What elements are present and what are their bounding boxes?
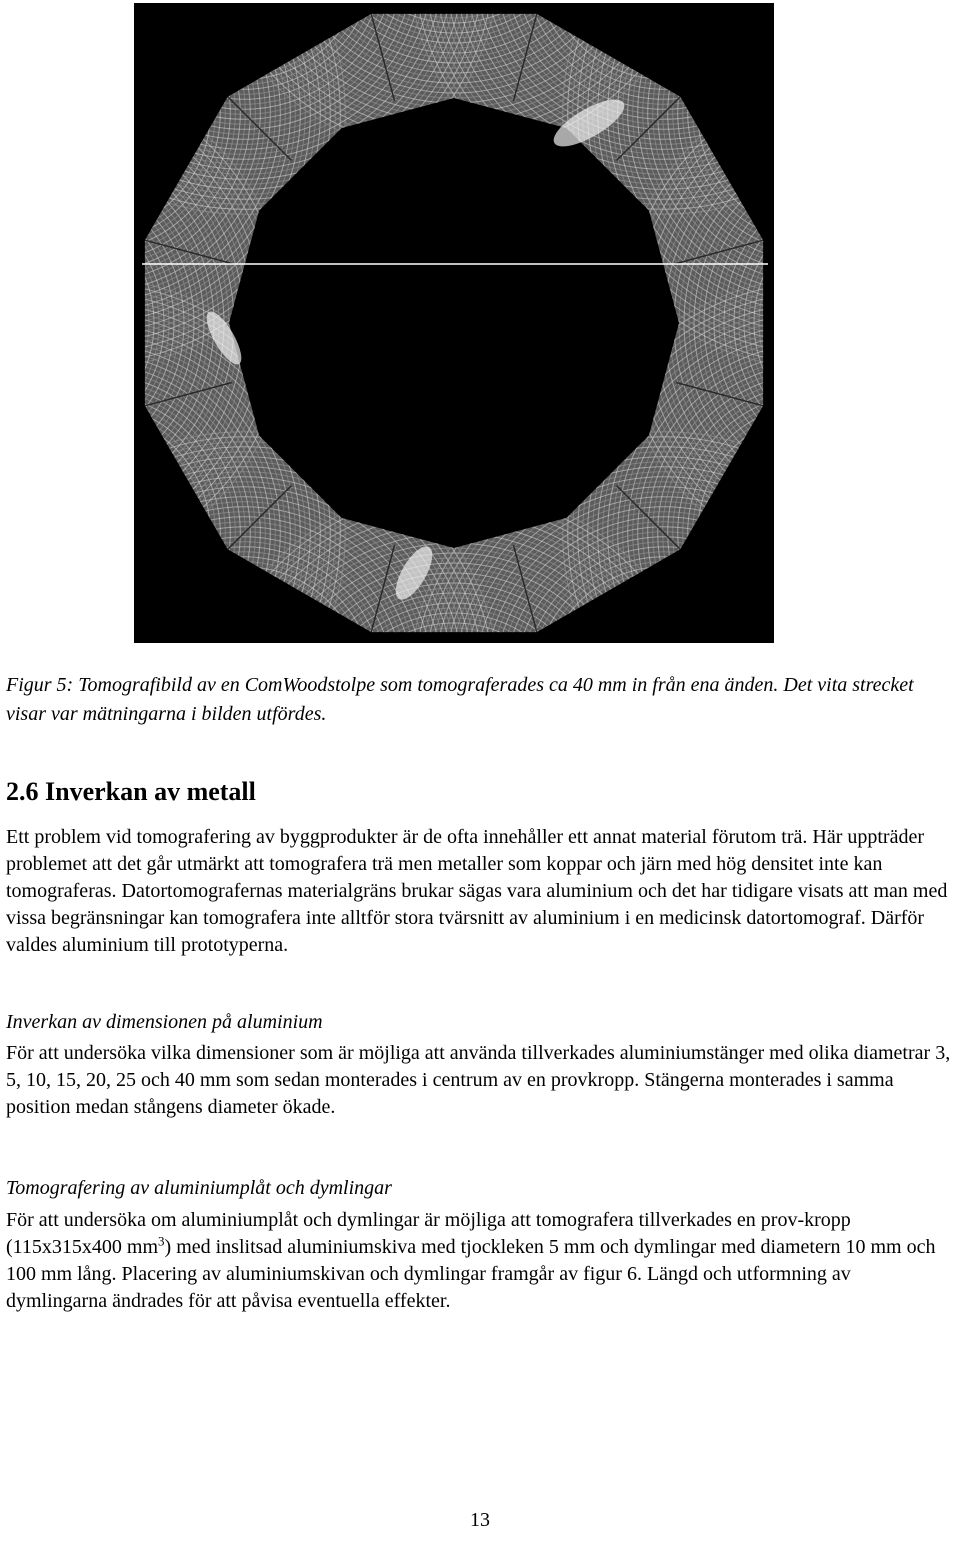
section-heading: 2.6 Inverkan av metall [6,777,256,806]
subsection-paragraph-aluminium-plate [6,1207,956,1315]
page-number: 13 [470,1509,490,1531]
figure-caption: Figur 5: Tomografibild av en ComWoodstolpe som tomograferades ca 40 mm in från ena änden. Det vita strecket visar var mätningarna i bilden utfördes. [6,674,914,725]
subsection-heading-aluminium-plate: Tomografering av aluminiumplåt och dymlingar [6,1177,392,1199]
section-paragraph: Ett problem vid tomografering av byggprodukter är de ofta innehåller ett annat material förutom trä. Här uppträder problemet att det går utmärkt att tomografera trä men metaller som koppar och järn med hög densitet inte kan tomograferas. Datortomografernas materialgräns brukar sägas vara aluminium och det har tidigare visats att man med vissa begränsningar kan tomografera inte alltför stora tvärsnitt av aluminium i en medicinsk datortomograf. Därför valdes aluminium till prototyperna. [6,826,948,956]
paragraph-part-1: För att undersöka om aluminiumplåt och dymlingar är möjliga att tomografera tillverkades en prov-kropp (115x315x400 mm [6,1209,851,1258]
subsection-heading-aluminium-dimension: Inverkan av dimensionen på aluminium [6,1011,323,1033]
cubic-superscript: 3 [158,1233,165,1249]
tomography-image [134,3,774,643]
subsection-paragraph-aluminium-dimension: För att undersöka vilka dimensioner som är möjliga att använda tillverkades aluminiumstänger med olika diametrar 3, 5, 10, 15, 20, 25 och 40 mm som sedan monterades i centrum av en provkropp. Stängerna monterades i samma position medan stångens diameter ökade. [6,1042,951,1118]
paragraph-part-2: ) med inslitsad aluminiumskiva med tjockleken 5 mm och dymlingar med diametern 10 mm och 100 mm lång. Placering av aluminiumskivan och dymlingar framgår av figur 6. Längd och utformning av dymlingarna ändrades för att påvisa eventuella effekter. [6,1236,936,1312]
tomography-figure [134,3,774,643]
